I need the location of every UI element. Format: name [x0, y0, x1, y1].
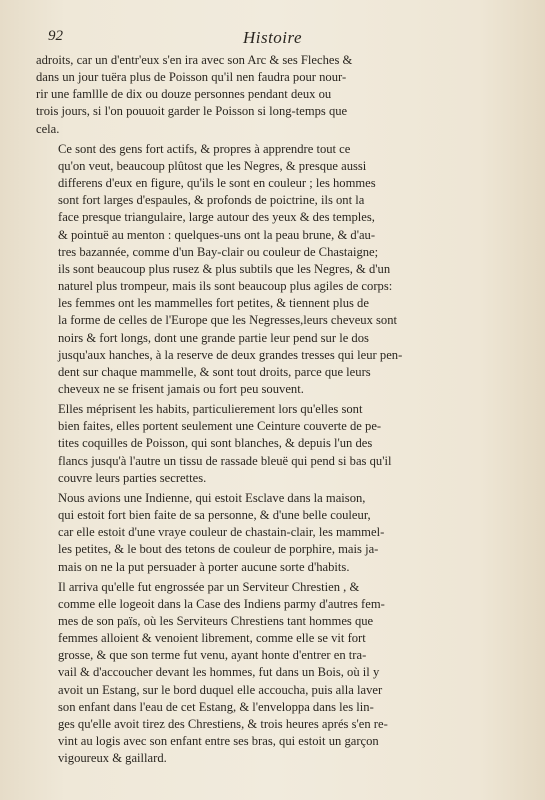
text-line: differens d'eux en figure, qu'ils le sont en couleur ; les hommes — [58, 176, 376, 191]
text-line: son enfant dans l'eau de cet Estang, & l'enveloppa dans les lin- — [58, 699, 374, 714]
text-line: tites coquilles de Poisson, qui sont blanches, & depuis l'un des — [58, 436, 373, 451]
text-line: adroits, car un d'entr'eux s'en ira avec son Arc & ses Fleches & — [36, 53, 353, 67]
text-line: Il arriva qu'elle fut engrossée par un Serviteur Chrestien , & — [58, 579, 360, 594]
text-line: la forme de celles de l'Europe que les Negresses,leurs cheveux sont — [58, 313, 398, 328]
text-line: flancs jusqu'à l'autre un tissu de rassade bleuë qui pend si bas qu'il — [58, 453, 392, 468]
page-number: 92 — [48, 28, 63, 44]
text-line: grosse, & que son terme fut venu, ayant honte d'entrer en tra- — [58, 648, 367, 663]
text-line: dans un jour tuëra plus de Poisson qu'il nen faudra pour nour- — [36, 70, 347, 85]
text-line: naturel plus trompeur, mais ils sont beaucoup plus agiles de corps: — [58, 279, 393, 294]
text-line: couvre leurs parties secrettes. — [58, 470, 207, 485]
text-line: avoit un Estang, sur le bord duquel elle accoucha, puis alla laver — [58, 682, 383, 697]
text-line: bien faites, elles portent seulement une Ceinture couverte de pe- — [58, 419, 382, 434]
text-line: qui estoit fort bien faite de sa personne, & d'une belle couleur, — [58, 508, 371, 523]
text-line: vail & d'accoucher devant les hommes, fut dans un Bois, où il y — [58, 665, 380, 680]
text-line: & pointuë au menton : quelques-uns ont la peau brune, & d'au- — [58, 227, 376, 242]
text-line: ils sont beaucoup plus rusez & plus subtils que les Negres, & d'un — [58, 261, 391, 276]
paragraph — [36, 52, 520, 138]
text-line: ges qu'elle avoit tirez des Chrestiens, & trois heures aprés s'en re- — [58, 716, 388, 731]
body-text — [36, 52, 520, 770]
text-line: les petites, & le bout des tetons de couleur de porphire, mais ja- — [58, 542, 379, 557]
text-line: femmes alloient & venoient librement, comme elle se vit fort — [58, 631, 366, 646]
text-line: sont fort larges d'espaules, & profonds de poictrine, ils ont la — [58, 193, 365, 208]
text-line: car elle estoit d'une vraye couleur de chastain-clair, les mammel- — [58, 525, 385, 540]
running-title: Histoire — [242, 28, 303, 47]
page-header — [40, 28, 505, 50]
text-line: Nous avions une Indienne, qui estoit Esclave dans la maison, — [58, 490, 366, 505]
text-line: rir une famllle de dix ou douze personnes pendant deux ou — [36, 87, 332, 102]
text-line: vigoureux & gaillard. — [58, 751, 167, 766]
text-line: cela. — [36, 121, 60, 136]
paragraph — [36, 490, 520, 576]
text-line: jusqu'aux hanches, à la reserve de deux grandes tresses qui leur pen- — [58, 347, 403, 362]
text-line: Elles méprisent les habits, particulierement lors qu'elles sont — [58, 402, 363, 417]
paragraph — [36, 401, 520, 487]
text-line: vint au logis avec son enfant entre ses bras, qui estoit un garçon — [58, 734, 379, 749]
text-line: mais on ne la put persuader à porter aucune sorte d'habits. — [58, 559, 350, 574]
text-line: face presque triangulaire, large autour des yeux & des temples, — [58, 210, 375, 225]
text-line: mes de son païs, où les Serviteurs Chrestiens tant hommes que — [58, 614, 374, 628]
paragraph — [36, 579, 520, 768]
text-line: qu'on veut, beaucoup plûtost que les Negres, & presque aussi — [58, 158, 367, 173]
text-line: tres bazannée, comme d'un Bay-clair ou couleur de Chastaigne; — [58, 244, 379, 259]
text-line: dent sur chaque mammelle, & sont tout droits, parce que leurs — [58, 364, 371, 379]
text-line: trois jours, si l'on pouuoit garder le Poisson si long-temps que — [36, 104, 348, 119]
text-line: les femmes ont les mammelles fort petites, & tiennent plus de — [58, 296, 369, 311]
text-line: cheveux ne se frisent jamais ou fort peu souvent. — [58, 381, 304, 396]
text-line: comme elle logeoit dans la Case des Indiens parmy d'autres fem- — [58, 596, 385, 611]
paragraph — [36, 141, 520, 398]
text-line: noirs & fort longs, dont une grande partie leur pend sur le dos — [58, 330, 369, 345]
text-line: Ce sont des gens fort actifs, & propres à apprendre tout ce — [58, 141, 351, 156]
